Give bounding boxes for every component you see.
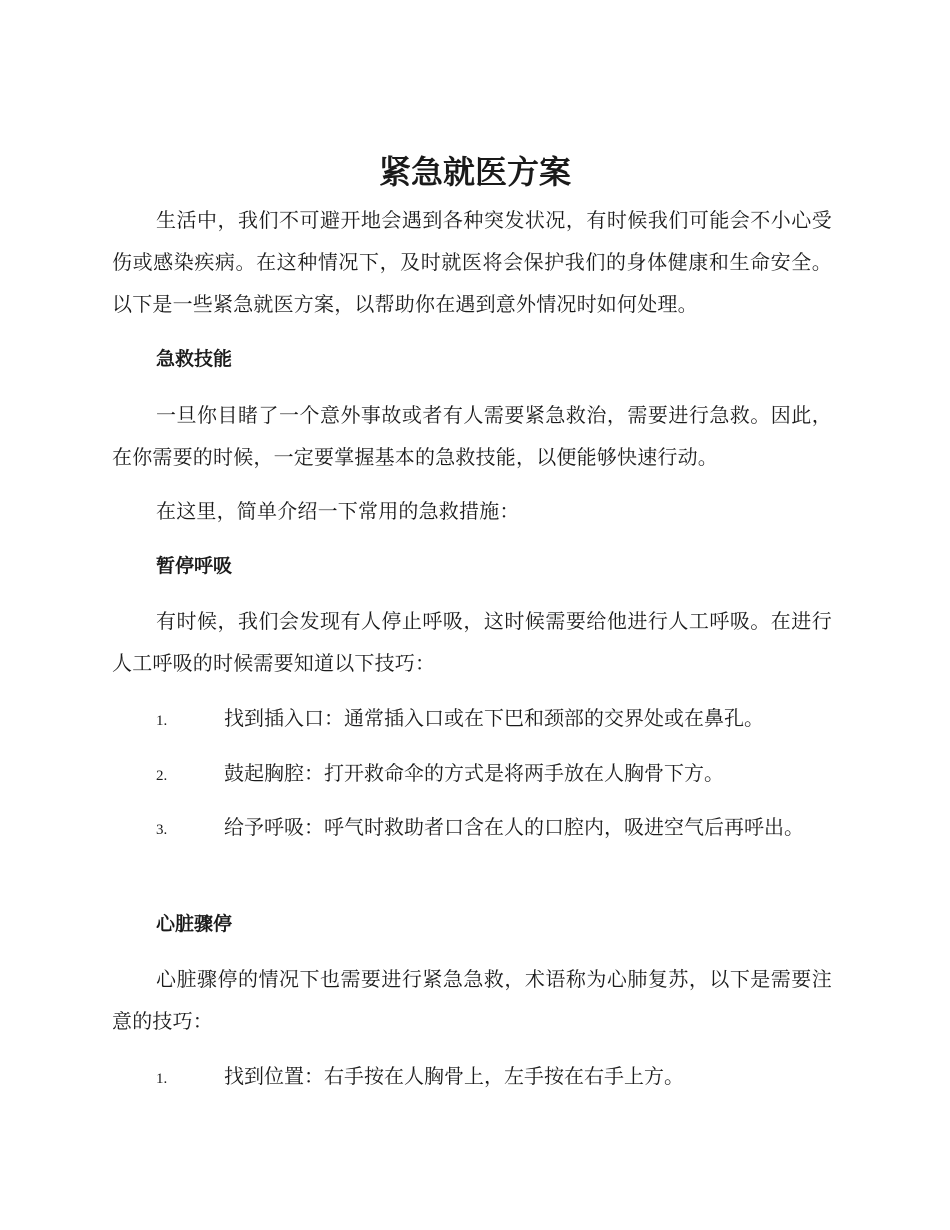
section-heading-breathing: 暂停呼吸 bbox=[156, 555, 233, 577]
list-item-number: 1. bbox=[156, 1071, 168, 1087]
document-title: 紧急就医方案 bbox=[378, 153, 571, 191]
list-item bbox=[112, 697, 832, 742]
list-item-text: 鼓起胸腔：打开救命伞的方式是将两手放在人胸骨下方。 bbox=[224, 761, 724, 785]
list-item bbox=[112, 1055, 832, 1100]
intro-paragraph: 生活中，我们不可避开地会遇到各种突发状况，有时候我们可能会不小心受伤或感染疾病。在这种情况下，及时就医将会保护我们的身体健康和生命安全。以下是一些紧急就医方案，以帮助你在遇到意外情况时如何处理。 bbox=[112, 208, 832, 316]
list-item-number: 3. bbox=[156, 822, 168, 838]
list-item-number: 2. bbox=[156, 768, 168, 784]
section-heading-first-aid: 急救技能 bbox=[156, 348, 233, 370]
list-item bbox=[112, 752, 832, 797]
first-aid-intro-paragraph: 在这里，简单介绍一下常用的急救措施： bbox=[156, 499, 520, 523]
list-item-text: 给予呼吸：呼气时救助者口含在人的口腔内，吸进空气后再呼出。 bbox=[224, 815, 804, 839]
breathing-paragraph: 有时候，我们会发现有人停止呼吸，这时候需要给他进行人工呼吸。在进行人工呼吸的时候需要知道以下技巧： bbox=[112, 609, 832, 675]
section-heading-cardiac-arrest: 心脏骤停 bbox=[156, 913, 233, 935]
list-item bbox=[112, 806, 832, 851]
list-item-number: 1. bbox=[156, 713, 168, 729]
list-item-text: 找到插入口：通常插入口或在下巴和颈部的交界处或在鼻孔。 bbox=[224, 706, 764, 730]
first-aid-paragraph: 一旦你目睹了一个意外事故或者有人需要紧急救治，需要进行急救。因此，在你需要的时候，一定要掌握基本的急救技能，以便能够快速行动。 bbox=[112, 403, 832, 469]
list-item-text: 找到位置：右手按在人胸骨上，左手按在右手上方。 bbox=[224, 1064, 684, 1088]
cardiac-arrest-paragraph: 心脏骤停的情况下也需要进行紧急急救，术语称为心肺复苏，以下是需要注意的技巧： bbox=[112, 967, 832, 1033]
